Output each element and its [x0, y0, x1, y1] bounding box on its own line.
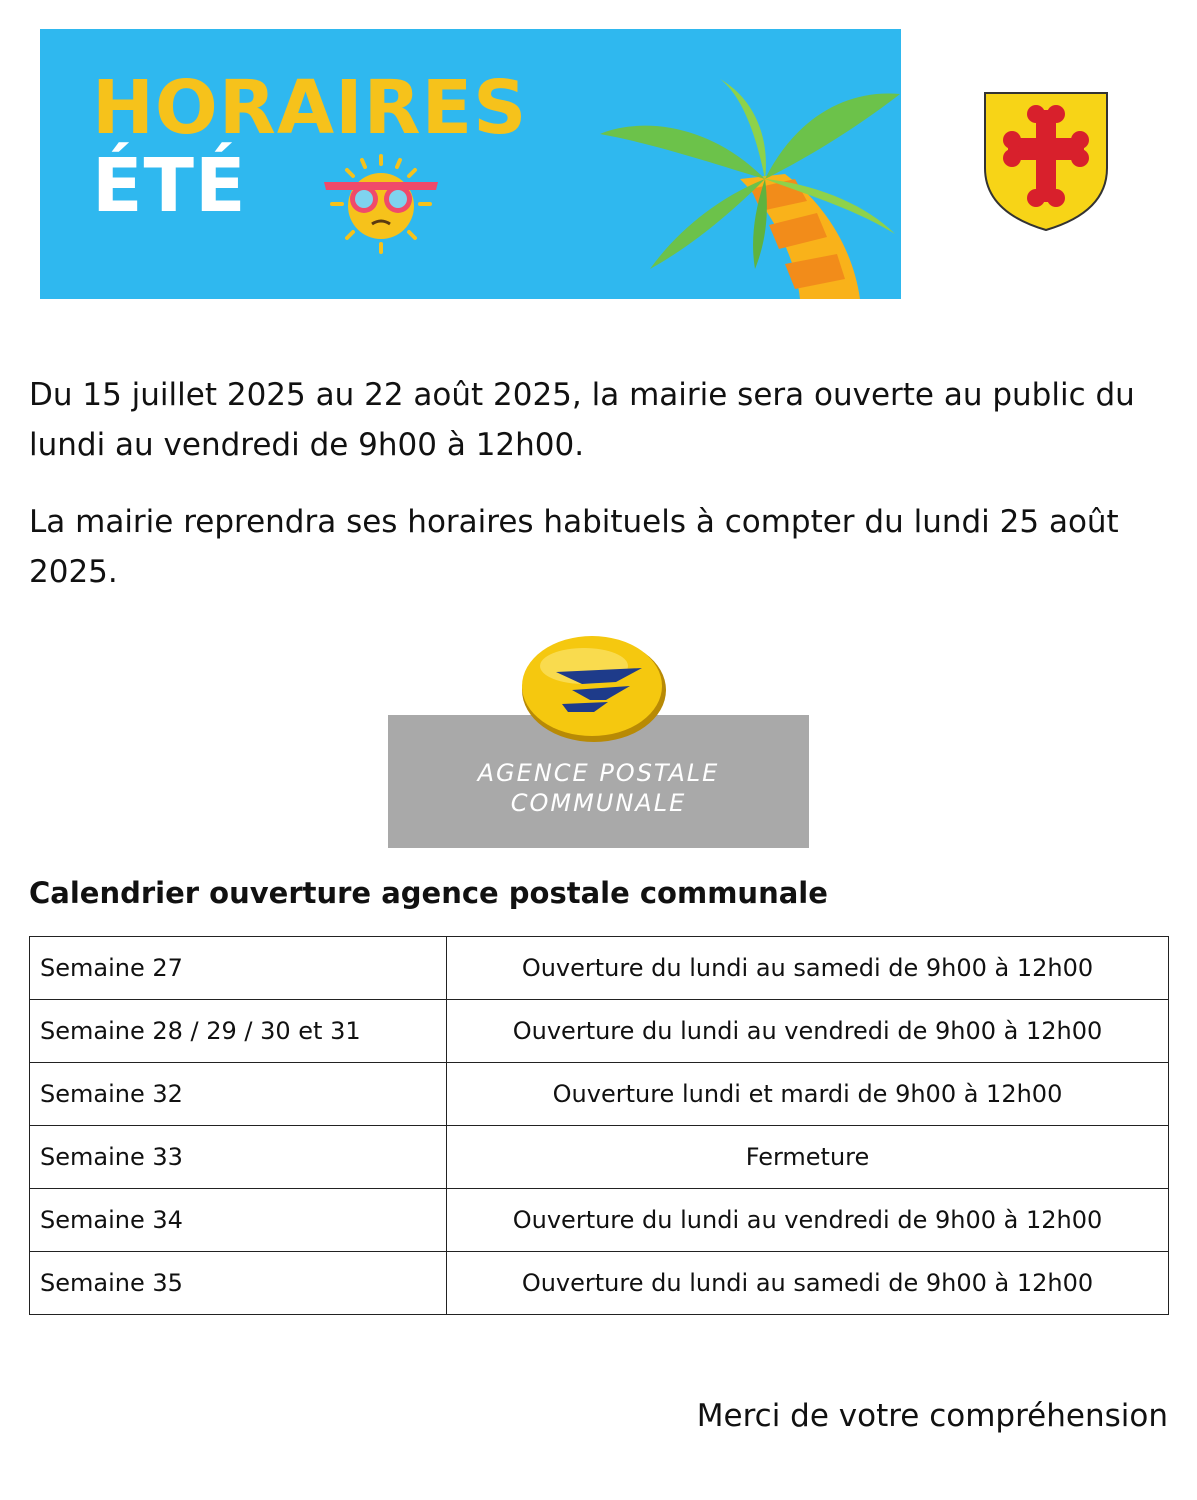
- postal-logo-line2: COMMUNALE: [510, 789, 687, 817]
- palm-tree-icon: [555, 59, 901, 299]
- week-cell: Semaine 32: [30, 1063, 447, 1126]
- notice-paragraph-2: La mairie reprendra ses horaires habituels à compter du lundi 25 août 2025.: [29, 504, 1119, 590]
- postal-logo-line1: AGENCE POSTALE: [477, 759, 720, 787]
- table-row: [30, 1000, 1169, 1063]
- notice-paragraph-1: Du 15 juillet 2025 au 22 août 2025, la mairie sera ouverte au public du lundi au vendredi de 9h00 à 12h00.: [29, 377, 1135, 463]
- week-cell: Semaine 28 / 29 / 30 et 31: [30, 1000, 447, 1063]
- week-cell: Semaine 34: [30, 1189, 447, 1252]
- calendar-title: Calendrier ouverture agence postale communale: [29, 876, 828, 910]
- postal-agency-logo: [388, 630, 809, 848]
- banner-title-line1: HORAIRES: [92, 65, 528, 151]
- calendar-table: [29, 936, 1169, 1315]
- hours-cell: Ouverture lundi et mardi de 9h00 à 12h00: [447, 1063, 1169, 1126]
- hours-cell: Ouverture du lundi au vendredi de 9h00 à 12h00: [447, 1189, 1169, 1252]
- hours-cell: Ouverture du lundi au vendredi de 9h00 à 12h00: [447, 1000, 1169, 1063]
- week-cell: Semaine 35: [30, 1252, 447, 1315]
- hours-cell: Ouverture du lundi au samedi de 9h00 à 12h00: [447, 937, 1169, 1000]
- summer-hours-banner: [40, 29, 901, 299]
- table-row: [30, 1126, 1169, 1189]
- hours-cell: Fermeture: [447, 1126, 1169, 1189]
- table-row: [30, 1189, 1169, 1252]
- coat-of-arms-occitan-cross-icon: [982, 90, 1110, 232]
- closing-message: Merci de votre compréhension: [696, 1398, 1168, 1434]
- banner-title-line2: ÉTÉ: [92, 143, 247, 229]
- week-cell: Semaine 33: [30, 1126, 447, 1189]
- hours-cell: Ouverture du lundi au samedi de 9h00 à 12h00: [447, 1252, 1169, 1315]
- table-row: [30, 1063, 1169, 1126]
- la-poste-logo-icon: [512, 630, 672, 748]
- table-row: [30, 937, 1169, 1000]
- sun-with-sunglasses-icon: [302, 154, 460, 254]
- table-row: [30, 1252, 1169, 1315]
- week-cell: Semaine 27: [30, 937, 447, 1000]
